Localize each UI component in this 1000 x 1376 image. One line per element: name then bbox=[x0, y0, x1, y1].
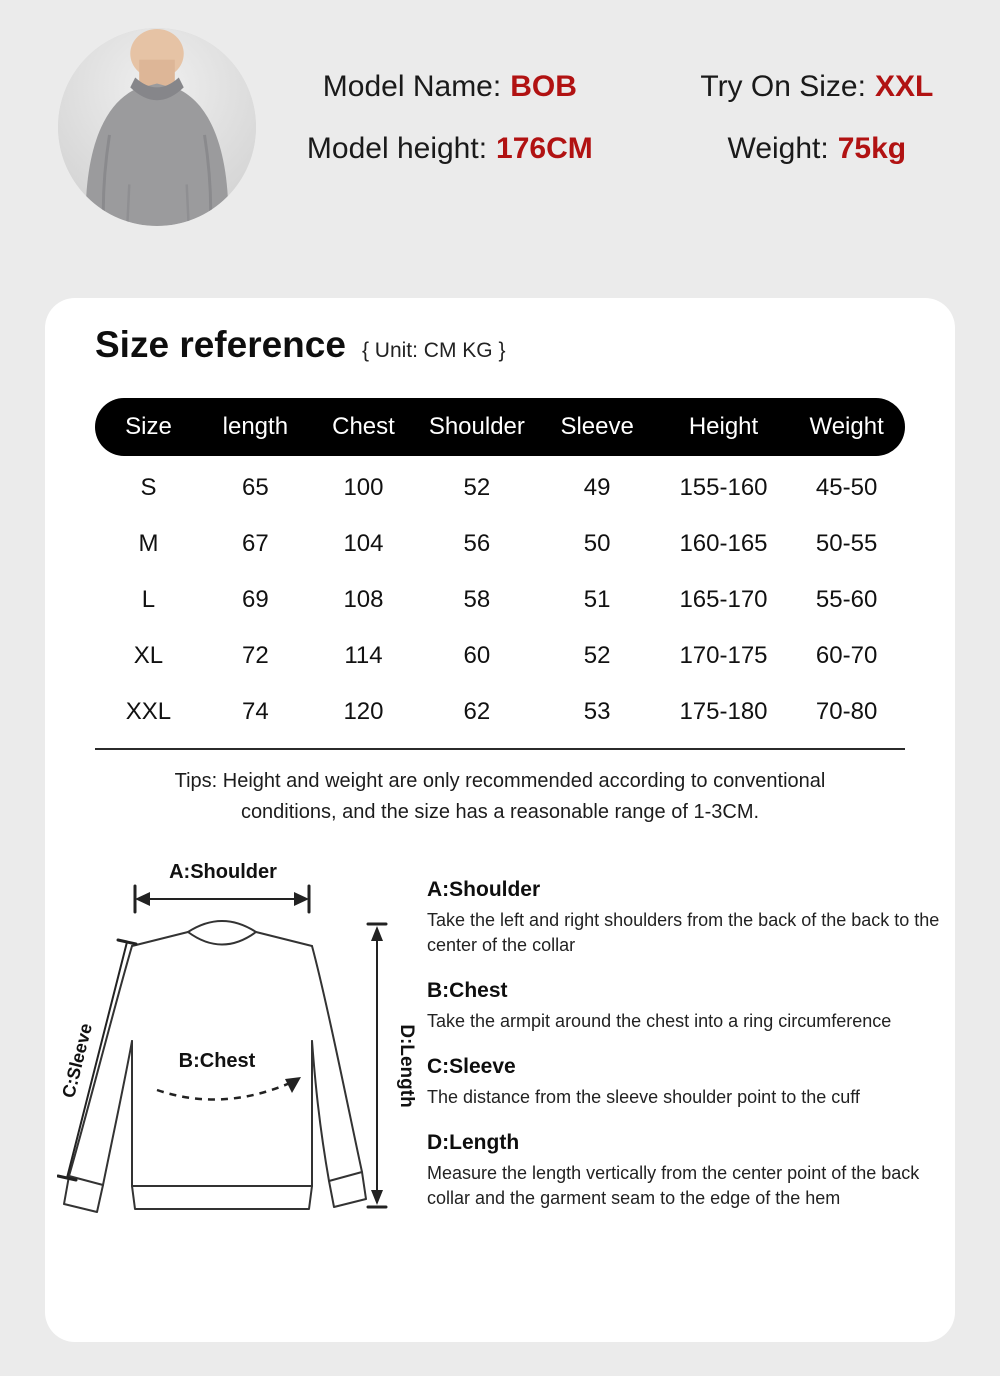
cell: XXL bbox=[125, 698, 172, 725]
cell: 49 bbox=[583, 474, 611, 501]
cell: 60 bbox=[463, 642, 491, 669]
cell: 62 bbox=[463, 698, 491, 725]
guide-desc: The distance from the sleeve shoulder point to the cuff bbox=[427, 1087, 860, 1107]
cell: 60-70 bbox=[815, 642, 878, 669]
table-row bbox=[95, 628, 905, 684]
weight-line bbox=[652, 132, 982, 166]
model-name-line bbox=[248, 70, 652, 104]
guide-item-length bbox=[427, 1131, 953, 1211]
col-header-length: length bbox=[222, 413, 289, 440]
model-name-label: Model Name: bbox=[322, 70, 502, 103]
cell: M bbox=[138, 530, 159, 557]
sweatshirt-diagram bbox=[57, 854, 452, 1254]
cell: 69 bbox=[242, 586, 269, 613]
cell: 58 bbox=[463, 586, 491, 613]
guide-title: D:Length bbox=[427, 1131, 520, 1154]
cell: 72 bbox=[242, 642, 269, 669]
cell: 160-165 bbox=[679, 530, 768, 557]
cell: 114 bbox=[344, 642, 383, 669]
cell: 65 bbox=[242, 474, 269, 501]
cell: 52 bbox=[463, 474, 491, 501]
guide-title: A:Shoulder bbox=[427, 878, 541, 901]
table-row bbox=[95, 572, 905, 628]
guide-title: C:Sleeve bbox=[427, 1055, 516, 1078]
model-photo-image bbox=[58, 28, 256, 226]
guide-desc: Take the left and right shoulders from the back of the back to the center of the collar bbox=[427, 910, 940, 955]
diagram-shoulder-label: A:Shoulder bbox=[169, 861, 277, 883]
size-table-header bbox=[95, 398, 905, 456]
guide-item-shoulder bbox=[427, 878, 953, 958]
cell: 50 bbox=[583, 530, 611, 557]
try-on-size-line bbox=[652, 70, 982, 104]
try-on-size-label: Try On Size: bbox=[700, 70, 866, 103]
size-table-body bbox=[95, 460, 905, 740]
cell: 170-175 bbox=[679, 642, 768, 669]
cell: 52 bbox=[583, 642, 611, 669]
cell: 70-80 bbox=[815, 698, 878, 725]
tips-line-1: Tips: Height and weight are only recommended according to conventional bbox=[174, 770, 826, 792]
cell: 67 bbox=[242, 530, 269, 557]
cell: 56 bbox=[463, 530, 491, 557]
card-title-row bbox=[95, 324, 505, 366]
guide-title: B:Chest bbox=[427, 979, 508, 1002]
col-header-weight: Weight bbox=[809, 413, 884, 440]
diagram-length-label: D:Length bbox=[396, 1024, 417, 1108]
cell: 74 bbox=[242, 698, 269, 725]
page-title: Size reference bbox=[95, 324, 346, 365]
cell: 120 bbox=[343, 698, 384, 725]
tips-line-2: conditions, and the size has a reasonable range of 1-3CM. bbox=[240, 801, 760, 823]
cell: 100 bbox=[343, 474, 384, 501]
cell: 165-170 bbox=[679, 586, 768, 613]
diagram-sleeve-label: C:Sleeve bbox=[58, 1021, 97, 1100]
table-row bbox=[95, 460, 905, 516]
tips-note bbox=[45, 766, 955, 828]
model-name-value: BOB bbox=[510, 70, 577, 103]
cell: 51 bbox=[583, 586, 611, 613]
model-photo bbox=[58, 28, 256, 226]
cell: L bbox=[141, 586, 156, 613]
table-row bbox=[95, 684, 905, 740]
shoulder-measure-arrow bbox=[135, 886, 309, 912]
col-header-shoulder: Shoulder bbox=[428, 413, 525, 440]
cell: 53 bbox=[583, 698, 611, 725]
cell: 104 bbox=[343, 530, 384, 557]
model-info-header bbox=[248, 70, 982, 166]
cell: XL bbox=[133, 642, 164, 669]
col-header-height: Height bbox=[688, 413, 759, 440]
measure-guide bbox=[427, 878, 953, 1232]
model-height-label: Model height: bbox=[306, 132, 488, 165]
size-reference-card bbox=[45, 298, 955, 1342]
cell: 108 bbox=[343, 586, 384, 613]
table-divider bbox=[95, 748, 905, 750]
cell: 55-60 bbox=[815, 586, 878, 613]
length-measure-arrow bbox=[368, 924, 386, 1207]
cell: 155-160 bbox=[679, 474, 768, 501]
guide-desc: Measure the length vertically from the center point of the back collar and the garment seam to the edge of the hem bbox=[427, 1163, 920, 1208]
guide-item-chest bbox=[427, 979, 953, 1034]
cell: S bbox=[140, 474, 157, 501]
try-on-size-value: XXL bbox=[874, 70, 934, 103]
col-header-size: Size bbox=[125, 413, 172, 440]
guide-desc: Take the armpit around the chest into a ring circumference bbox=[427, 1011, 892, 1031]
chest-measure-arrow bbox=[157, 1077, 301, 1099]
table-row bbox=[95, 516, 905, 572]
unit-note: { Unit: CM KG } bbox=[361, 339, 506, 362]
guide-item-sleeve bbox=[427, 1055, 953, 1110]
model-height-line bbox=[248, 132, 652, 166]
weight-label: Weight: bbox=[727, 132, 829, 165]
col-header-sleeve: Sleeve bbox=[560, 413, 634, 440]
cell: 45-50 bbox=[815, 474, 878, 501]
diagram-chest-label: B:Chest bbox=[178, 1050, 256, 1072]
cell: 175-180 bbox=[679, 698, 768, 725]
weight-value: 75kg bbox=[837, 132, 907, 165]
cell: 50-55 bbox=[815, 530, 878, 557]
model-height-value: 176CM bbox=[496, 132, 593, 165]
col-header-chest: Chest bbox=[332, 413, 395, 440]
